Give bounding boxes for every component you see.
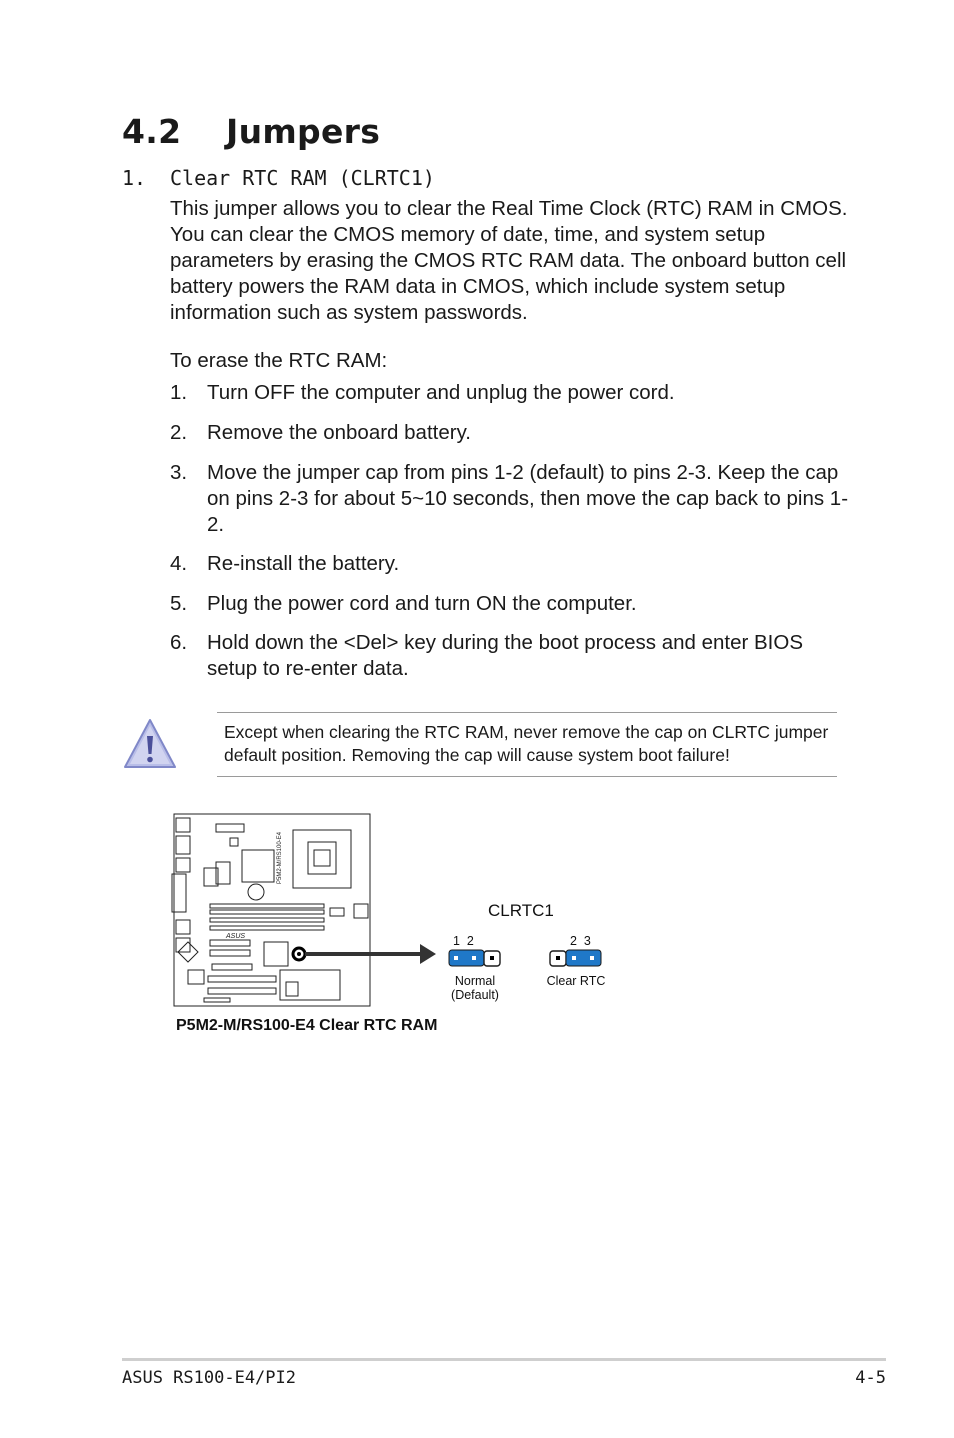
- step-item: [170, 551, 850, 577]
- step-item: [170, 591, 850, 617]
- step-text: Re-install the battery.: [207, 552, 400, 575]
- step-item: [170, 380, 850, 406]
- step-text: Hold down the <Del> key during the boot process and enter BIOS setup to re-enter data.: [207, 631, 804, 680]
- step-number: 1.: [170, 381, 188, 404]
- step-text: Turn OFF the computer and unplug the power cord.: [207, 381, 675, 404]
- section-heading: [122, 112, 380, 151]
- jumper-clear: [550, 950, 601, 966]
- note-top-rule: [217, 712, 837, 713]
- pin-numbers-clear: 2 3: [570, 934, 591, 948]
- step-item: [170, 460, 850, 538]
- step-number: 3.: [170, 461, 188, 484]
- footer-product: ASUS RS100-E4/PI2: [122, 1368, 296, 1388]
- diagram-caption: P5M2-M/RS100-E4 Clear RTC RAM: [176, 1017, 438, 1034]
- erase-label: To erase the RTC RAM:: [170, 349, 388, 372]
- pointer-arrow-head: [420, 944, 436, 964]
- item-title: Clear RTC RAM (CLRTC1): [170, 166, 435, 190]
- step-text: Move the jumper cap from pins 1-2 (default) to pins 2-3. Keep the cap on pins 2-3 for about 5~10 seconds, then move the cap back to pins 1-2.: [207, 461, 849, 536]
- step-number: 4.: [170, 552, 188, 575]
- jumper-location-dot: [297, 952, 301, 956]
- step-number: 6.: [170, 631, 188, 654]
- board-vertical-label: P5M2-M/RS100-E4: [277, 831, 283, 884]
- step-item: [170, 630, 850, 682]
- motherboard-illustration: [172, 814, 370, 1006]
- step-text: Remove the onboard battery.: [207, 421, 471, 444]
- note-bottom-rule: [217, 776, 837, 777]
- jumper-name: CLRTC1: [488, 901, 554, 920]
- step-number: 5.: [170, 592, 188, 615]
- warning-icon: [122, 716, 178, 777]
- item-heading: [122, 166, 435, 190]
- clear-rtc-label: Clear RTC: [546, 974, 606, 988]
- step-item: [170, 420, 850, 446]
- footer-rule: [122, 1358, 886, 1361]
- warning-note: Except when clearing the RTC RAM, never remove the cap on CLRTC jumper default position. Removing the cap will cause system boot failure!: [224, 722, 829, 765]
- asus-logo: ASUS: [226, 933, 246, 940]
- section-title: Jumpers: [226, 112, 381, 151]
- footer-page-number: 4-5: [855, 1368, 886, 1388]
- section-number: 4.2: [122, 112, 182, 151]
- intro-paragraph: This jumper allows you to clear the Real Time Clock (RTC) RAM in CMOS. You can clear the CMOS memory of date, time, and system setup parameters by erasing the CMOS RTC RAM data. The onboard button cell battery powers the RAM data in CMOS, which include system setup information such as system passwords.: [170, 197, 848, 324]
- step-number: 2.: [170, 421, 188, 444]
- default-label: (Default): [451, 988, 499, 1002]
- pin-numbers-normal: 1 2: [453, 934, 474, 948]
- jumper-normal: [449, 950, 500, 966]
- step-text: Plug the power cord and turn ON the computer.: [207, 592, 637, 615]
- item-number: 1.: [122, 166, 147, 190]
- clrtc-diagram: [168, 810, 638, 1045]
- normal-label: Normal: [454, 974, 496, 988]
